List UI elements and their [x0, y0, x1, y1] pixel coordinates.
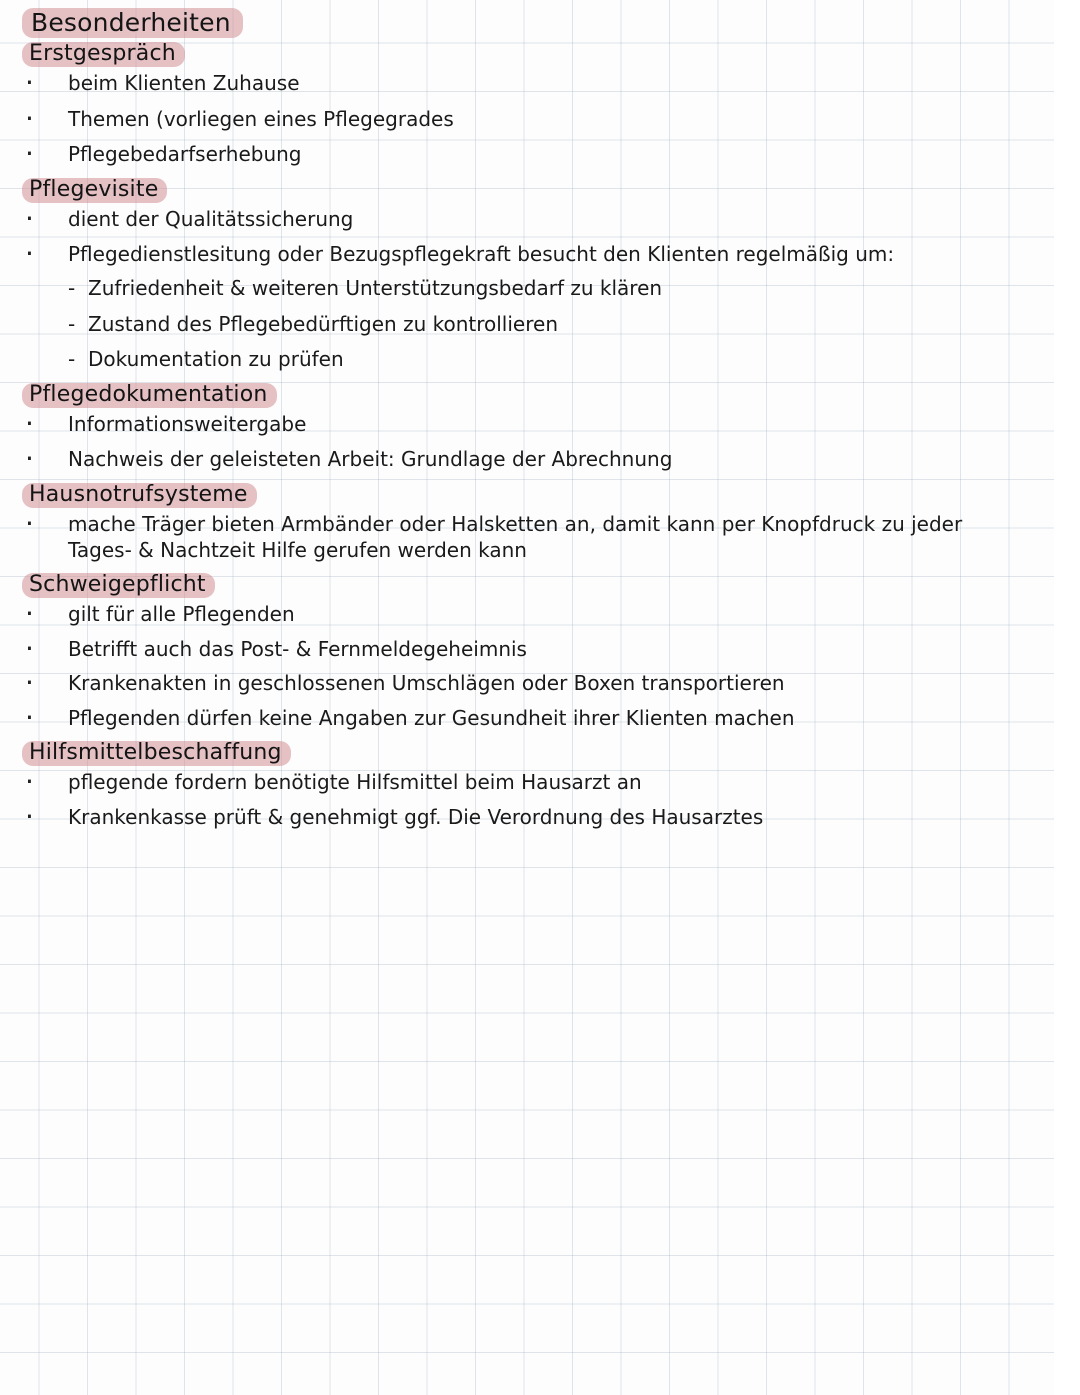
- list-item: · mache Träger bieten Armbänder oder Halsketten an, damit kann per Knopfdruck zu jeder Tages- & Nachtzeit Hilfe gerufen werden kann: [22, 512, 1032, 563]
- section-heading: Hausnotrufsysteme: [22, 483, 257, 508]
- section-hilfsmittelbeschaffung: [22, 741, 1032, 831]
- bullet-list: [22, 207, 1032, 373]
- list-item: · Pflegenden dürfen keine Angaben zur Gesundheit ihrer Klienten machen: [22, 706, 1032, 732]
- bullet-list: [22, 71, 1032, 168]
- section-heading: Hilfsmittelbeschaffung: [22, 741, 291, 766]
- list-item: · Themen (vorliegen eines Pflegegrades: [22, 107, 1032, 133]
- bullet-list: [22, 770, 1032, 831]
- section-heading: Pflegedokumentation: [22, 383, 277, 408]
- list-item: · Nachweis der geleisteten Arbeit: Grundlage der Abrechnung: [22, 447, 1032, 473]
- section-heading-row: [22, 42, 1032, 67]
- section-pflegedokumentation: [22, 383, 1032, 473]
- list-item: · dient der Qualitätssicherung: [22, 207, 1032, 233]
- section-heading-row: [22, 741, 1032, 766]
- page-title-row: [22, 8, 1032, 38]
- section-heading: Erstgespräch: [22, 42, 185, 67]
- list-item: · Betrifft auch das Post- & Fernmeldegeheimnis: [22, 637, 1032, 663]
- section-pflegevisite: [22, 178, 1032, 373]
- section-erstgespraech: [22, 42, 1032, 168]
- section-heading-row: [22, 383, 1032, 408]
- handwritten-note: [22, 8, 1032, 841]
- section-heading-row: [22, 573, 1032, 598]
- list-item: [22, 242, 1032, 372]
- list-item: · beim Klienten Zuhause: [22, 71, 1032, 97]
- list-item: · Krankenkasse prüft & genehmigt ggf. Die Verordnung des Hausarztes: [22, 805, 1032, 831]
- section-schweigepflicht: [22, 573, 1032, 731]
- list-item: · pflegende fordern benötigte Hilfsmittel beim Hausarzt an: [22, 770, 1032, 796]
- bullet-list: [22, 412, 1032, 473]
- sub-list-item: - Dokumentation zu prüfen: [68, 347, 1032, 373]
- bullet-list: [22, 602, 1032, 731]
- section-heading-row: [22, 178, 1032, 203]
- list-item: · Informationsweitergabe: [22, 412, 1032, 438]
- list-item-text: Pflegedienstlesitung oder Bezugspflegekraft besucht den Klienten regelmäßig um:: [68, 242, 895, 267]
- list-item: · gilt für alle Pflegenden: [22, 602, 1032, 628]
- section-heading-row: [22, 483, 1032, 508]
- section-hausnotrufsysteme: [22, 483, 1032, 563]
- bullet-list: [22, 512, 1032, 563]
- page-title: Besonderheiten: [22, 8, 243, 38]
- sub-list-item: - Zufriedenheit & weiteren Unterstützungsbedarf zu klären: [68, 276, 1032, 302]
- section-heading: Pflegevisite: [22, 178, 167, 203]
- list-item: · Pflegebedarfserhebung: [22, 142, 1032, 168]
- sub-bullet-list: [68, 276, 1032, 373]
- section-heading: Schweigepflicht: [22, 573, 215, 598]
- list-item: · Krankenakten in geschlossenen Umschlägen oder Boxen transportieren: [22, 671, 1032, 697]
- sub-list-item: - Zustand des Pflegebedürftigen zu kontrollieren: [68, 312, 1032, 338]
